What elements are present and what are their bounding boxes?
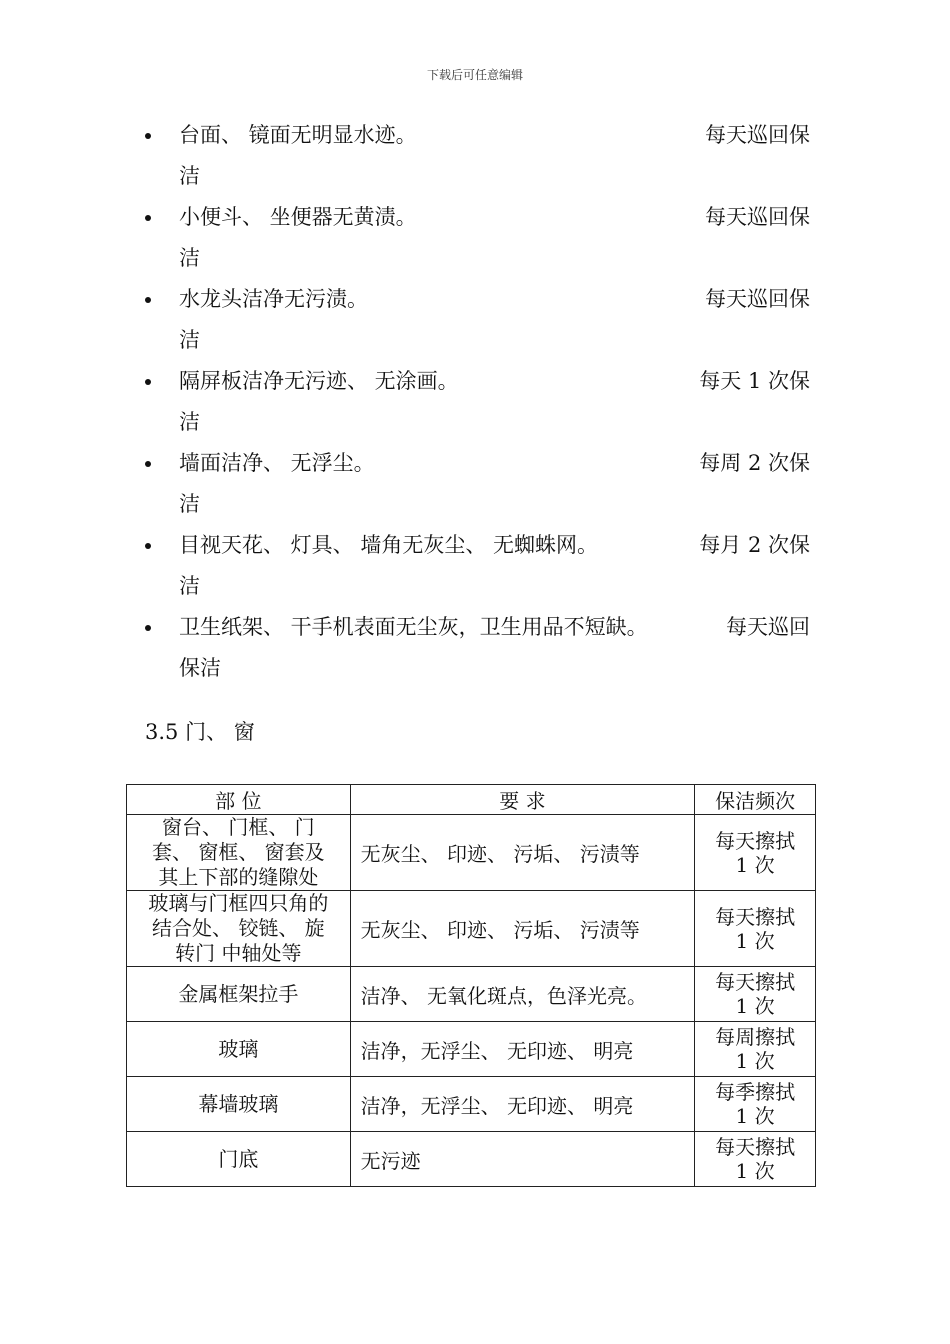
location-line: 门底	[218, 1146, 259, 1171]
location-line: 玻璃与门框四只角的	[148, 891, 329, 915]
requirement-cell: 无灰尘、 印迹、 污垢、 污渍等	[350, 815, 694, 891]
item-description: 目视天花、 灯具、 墙角无灰尘、 无蜘蛛网。	[179, 533, 599, 557]
item-description: 隔屏板洁净无污迹、 无涂画。	[179, 369, 459, 393]
frequency-cell	[695, 1077, 816, 1132]
item-frequency: 每天巡回保	[705, 123, 810, 147]
location-line: 玻璃	[218, 1036, 259, 1061]
item-continuation: 洁	[179, 328, 200, 352]
requirement-cell: 洁净，无浮尘、 无印迹、 明亮	[350, 1022, 694, 1077]
requirement-cell: 洁净、 无氧化斑点，色泽光亮。	[350, 967, 694, 1022]
list-item	[140, 444, 810, 526]
item-continuation: 洁	[179, 574, 200, 598]
location-cell	[127, 891, 351, 967]
item-continuation: 洁	[179, 492, 200, 516]
frequency-line: 1 次	[735, 1159, 775, 1183]
location-line: 窗台、 门框、 门	[161, 815, 315, 839]
requirement-cell: 无污迹	[350, 1132, 694, 1187]
frequency-cell	[695, 815, 816, 891]
item-frequency: 每月 2 次保	[699, 533, 810, 557]
location-line: 金属框架拉手	[178, 981, 299, 1006]
item-frequency: 每天 1 次保	[699, 369, 810, 393]
bullet-icon	[145, 133, 151, 139]
bullet-icon	[145, 461, 151, 467]
location-cell	[127, 815, 351, 891]
location-cell	[127, 1022, 351, 1077]
table-header-row	[127, 785, 816, 815]
item-continuation: 保洁	[179, 656, 221, 680]
frequency-cell	[695, 967, 816, 1022]
frequency-cell	[695, 1022, 816, 1077]
location-cell	[127, 1132, 351, 1187]
frequency-line: 每天擦拭	[715, 1135, 796, 1159]
list-item	[140, 362, 810, 444]
frequency-line: 1 次	[735, 852, 775, 877]
frequency-line: 每周擦拭	[715, 1025, 796, 1049]
location-line: 结合处、 铰链、 旋	[151, 916, 325, 940]
section-title: 3.5 门、 窗	[145, 720, 255, 744]
item-description: 墙面洁净、 无浮尘。	[179, 451, 375, 475]
table-row	[127, 1132, 816, 1187]
cleaning-table	[126, 784, 816, 1187]
bullet-icon	[145, 543, 151, 549]
bullet-icon	[145, 625, 151, 631]
location-cell	[127, 1077, 351, 1132]
bullet-icon	[145, 215, 151, 221]
table-row	[127, 1022, 816, 1077]
frequency-line: 每天擦拭	[715, 904, 796, 929]
item-description: 台面、 镜面无明显水迹。	[179, 123, 417, 147]
item-continuation: 洁	[179, 410, 200, 434]
frequency-cell	[695, 891, 816, 967]
bullet-list	[140, 116, 810, 690]
list-item	[140, 198, 810, 280]
location-cell	[127, 967, 351, 1022]
table-row	[127, 815, 816, 891]
bullet-icon	[145, 297, 151, 303]
item-frequency: 每天巡回	[726, 615, 810, 639]
frequency-line: 1 次	[735, 1104, 775, 1128]
list-item	[140, 526, 810, 608]
location-line: 幕墙玻璃	[198, 1091, 279, 1116]
location-line: 其上下部的缝隙处	[158, 865, 319, 889]
location-line: 转门 中轴处等	[175, 941, 302, 965]
frequency-line: 每季擦拭	[715, 1080, 796, 1104]
table-row	[127, 967, 816, 1022]
header-location: 部 位	[127, 785, 351, 815]
frequency-line: 每天擦拭	[715, 828, 796, 853]
frequency-line: 1 次	[735, 1049, 775, 1073]
frequency-line: 1 次	[735, 928, 775, 953]
item-frequency: 每天巡回保	[705, 205, 810, 229]
bullet-icon	[145, 379, 151, 385]
item-frequency: 每天巡回保	[705, 287, 810, 311]
table-row	[127, 1077, 816, 1132]
header-frequency: 保洁频次	[695, 785, 816, 815]
list-item	[140, 116, 810, 198]
list-item	[140, 608, 810, 690]
item-continuation: 洁	[179, 246, 200, 270]
frequency-line: 每天擦拭	[715, 970, 796, 994]
requirement-cell: 无灰尘、 印迹、 污垢、 污渍等	[350, 891, 694, 967]
header-requirement: 要 求	[350, 785, 694, 815]
list-item	[140, 280, 810, 362]
table-row	[127, 891, 816, 967]
item-description: 卫生纸架、 干手机表面无尘灰，卫生用品不短缺。	[179, 615, 648, 639]
location-line: 套、 窗框、 窗套及	[151, 840, 325, 864]
item-description: 水龙头洁净无污渍。	[179, 287, 368, 311]
item-description: 小便斗、 坐便器无黄渍。	[179, 205, 417, 229]
frequency-line: 1 次	[735, 994, 775, 1018]
requirement-cell: 洁净，无浮尘、 无印迹、 明亮	[350, 1077, 694, 1132]
item-frequency: 每周 2 次保	[699, 451, 810, 475]
item-continuation: 洁	[179, 164, 200, 188]
page-header: 下载后可任意编辑	[426, 68, 523, 82]
frequency-cell	[695, 1132, 816, 1187]
